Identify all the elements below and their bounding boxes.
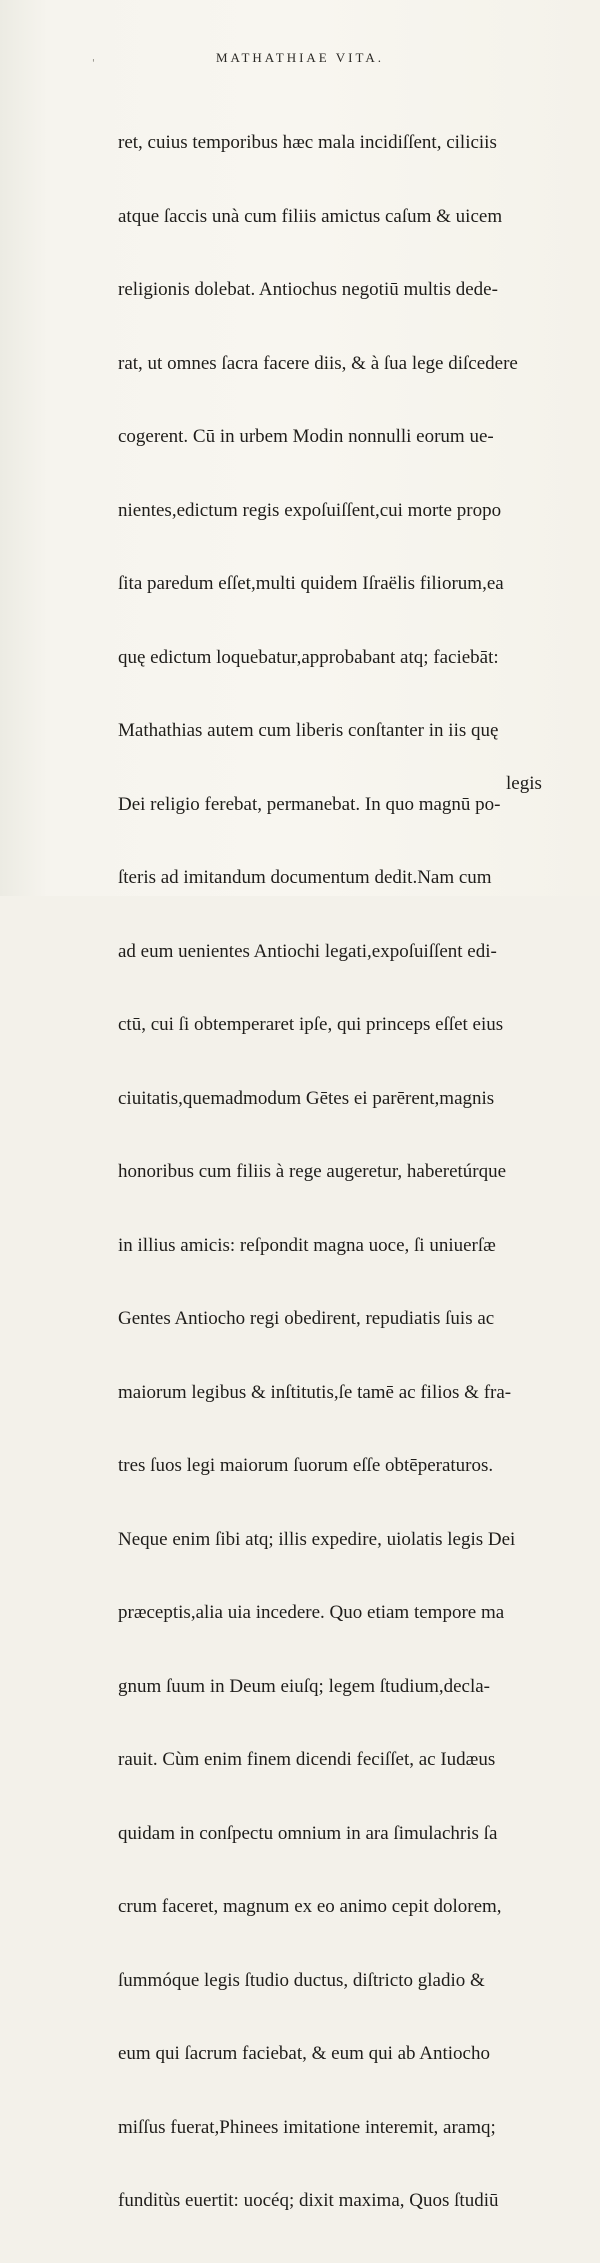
- text-line: gnum ſuum in Deum eiuſq; legem ſtudium,decla-: [118, 1675, 491, 1697]
- text-line: Mathathias autem cum liberis conſtanter in iis quę: [118, 720, 499, 741]
- text-line: Neque enim ſibi atq; illis expedire, uiolatis legis Dei: [118, 1528, 516, 1550]
- text-line: funditùs euertit: uocéq; dixit maxima, Quos ſtudiū: [118, 2190, 499, 2211]
- catchword: legis: [506, 773, 542, 794]
- text-line: rat, ut omnes ſacra facere diis, & à ſua lege diſcedere: [118, 352, 518, 374]
- body-text: [118, 82, 548, 2263]
- text-line: rauit. Cùm enim finem dicendi feciſſet, ac Iudæus: [118, 1749, 496, 1770]
- text-line: atque ſaccis unà cum filiis amictus caſum & uicem: [118, 205, 503, 227]
- text-line: ad eum uenientes Antiochi legati,expoſuiſſent edi-: [118, 940, 497, 962]
- text-line: ſummóque legis ſtudio ductus, diſtricto gladio &: [118, 1969, 485, 1991]
- text-line: præceptis,alia uia incedere. Quo etiam tempore ma: [118, 1602, 505, 1623]
- running-head: MATHATHIAE VITA.: [215, 50, 385, 65]
- text-line: Gentes Antiocho regi obedirent, repudiatis ſuis ac: [118, 1308, 495, 1329]
- page-speck: ': [92, 58, 95, 69]
- text-line: quidam in conſpectu omnium in ara ſimulachris ſa: [118, 1822, 498, 1844]
- text-line: quę edictum loquebatur,approbabant atq; faciebāt:: [118, 646, 499, 668]
- text-line: ſita paredum eſſet,multi quidem Iſraëlis filiorum,ea: [118, 573, 504, 594]
- text-line: Dei religio ferebat, permanebat. In quo magnū po-: [118, 793, 501, 815]
- text-line: nientes,edictum regis expoſuiſſent,cui morte propo: [118, 499, 502, 521]
- text-line: ret, cuius temporibus hæc mala incidiſſent, ciliciis: [118, 132, 497, 153]
- text-line: honoribus cum filiis à rege augeretur, haberetúrque: [118, 1161, 507, 1182]
- text-line: ſteris ad imitandum documentum dedit.Nam cum: [118, 867, 492, 888]
- text-line: eum qui ſacrum faciebat, & eum qui ab Antiocho: [118, 2043, 490, 2064]
- text-line: miſſus fuerat,Phinees imitatione interemit, aramq;: [118, 2116, 496, 2138]
- text-line: ciuitatis,quemadmodum Gētes ei parērent,magnis: [118, 1087, 495, 1109]
- text-line: crum faceret, magnum ex eo animo cepit dolorem,: [118, 1896, 502, 1917]
- text-line: in illius amicis: reſpondit magna uoce, ſi uniuerſæ: [118, 1234, 496, 1256]
- text-line: ctū, cui ſi obtemperaret ipſe, qui princeps eſſet eius: [118, 1014, 504, 1035]
- text-line: tres ſuos legi maiorum ſuorum eſſe obtēperaturos.: [118, 1455, 494, 1476]
- text-line: cogerent. Cū in urbem Modin nonnulli eorum ue-: [118, 426, 494, 447]
- text-line: maiorum legibus & inſtitutis,ſe tamē ac filios & fra-: [118, 1381, 512, 1403]
- text-line: religionis dolebat. Antiochus negotiū multis dede-: [118, 279, 498, 300]
